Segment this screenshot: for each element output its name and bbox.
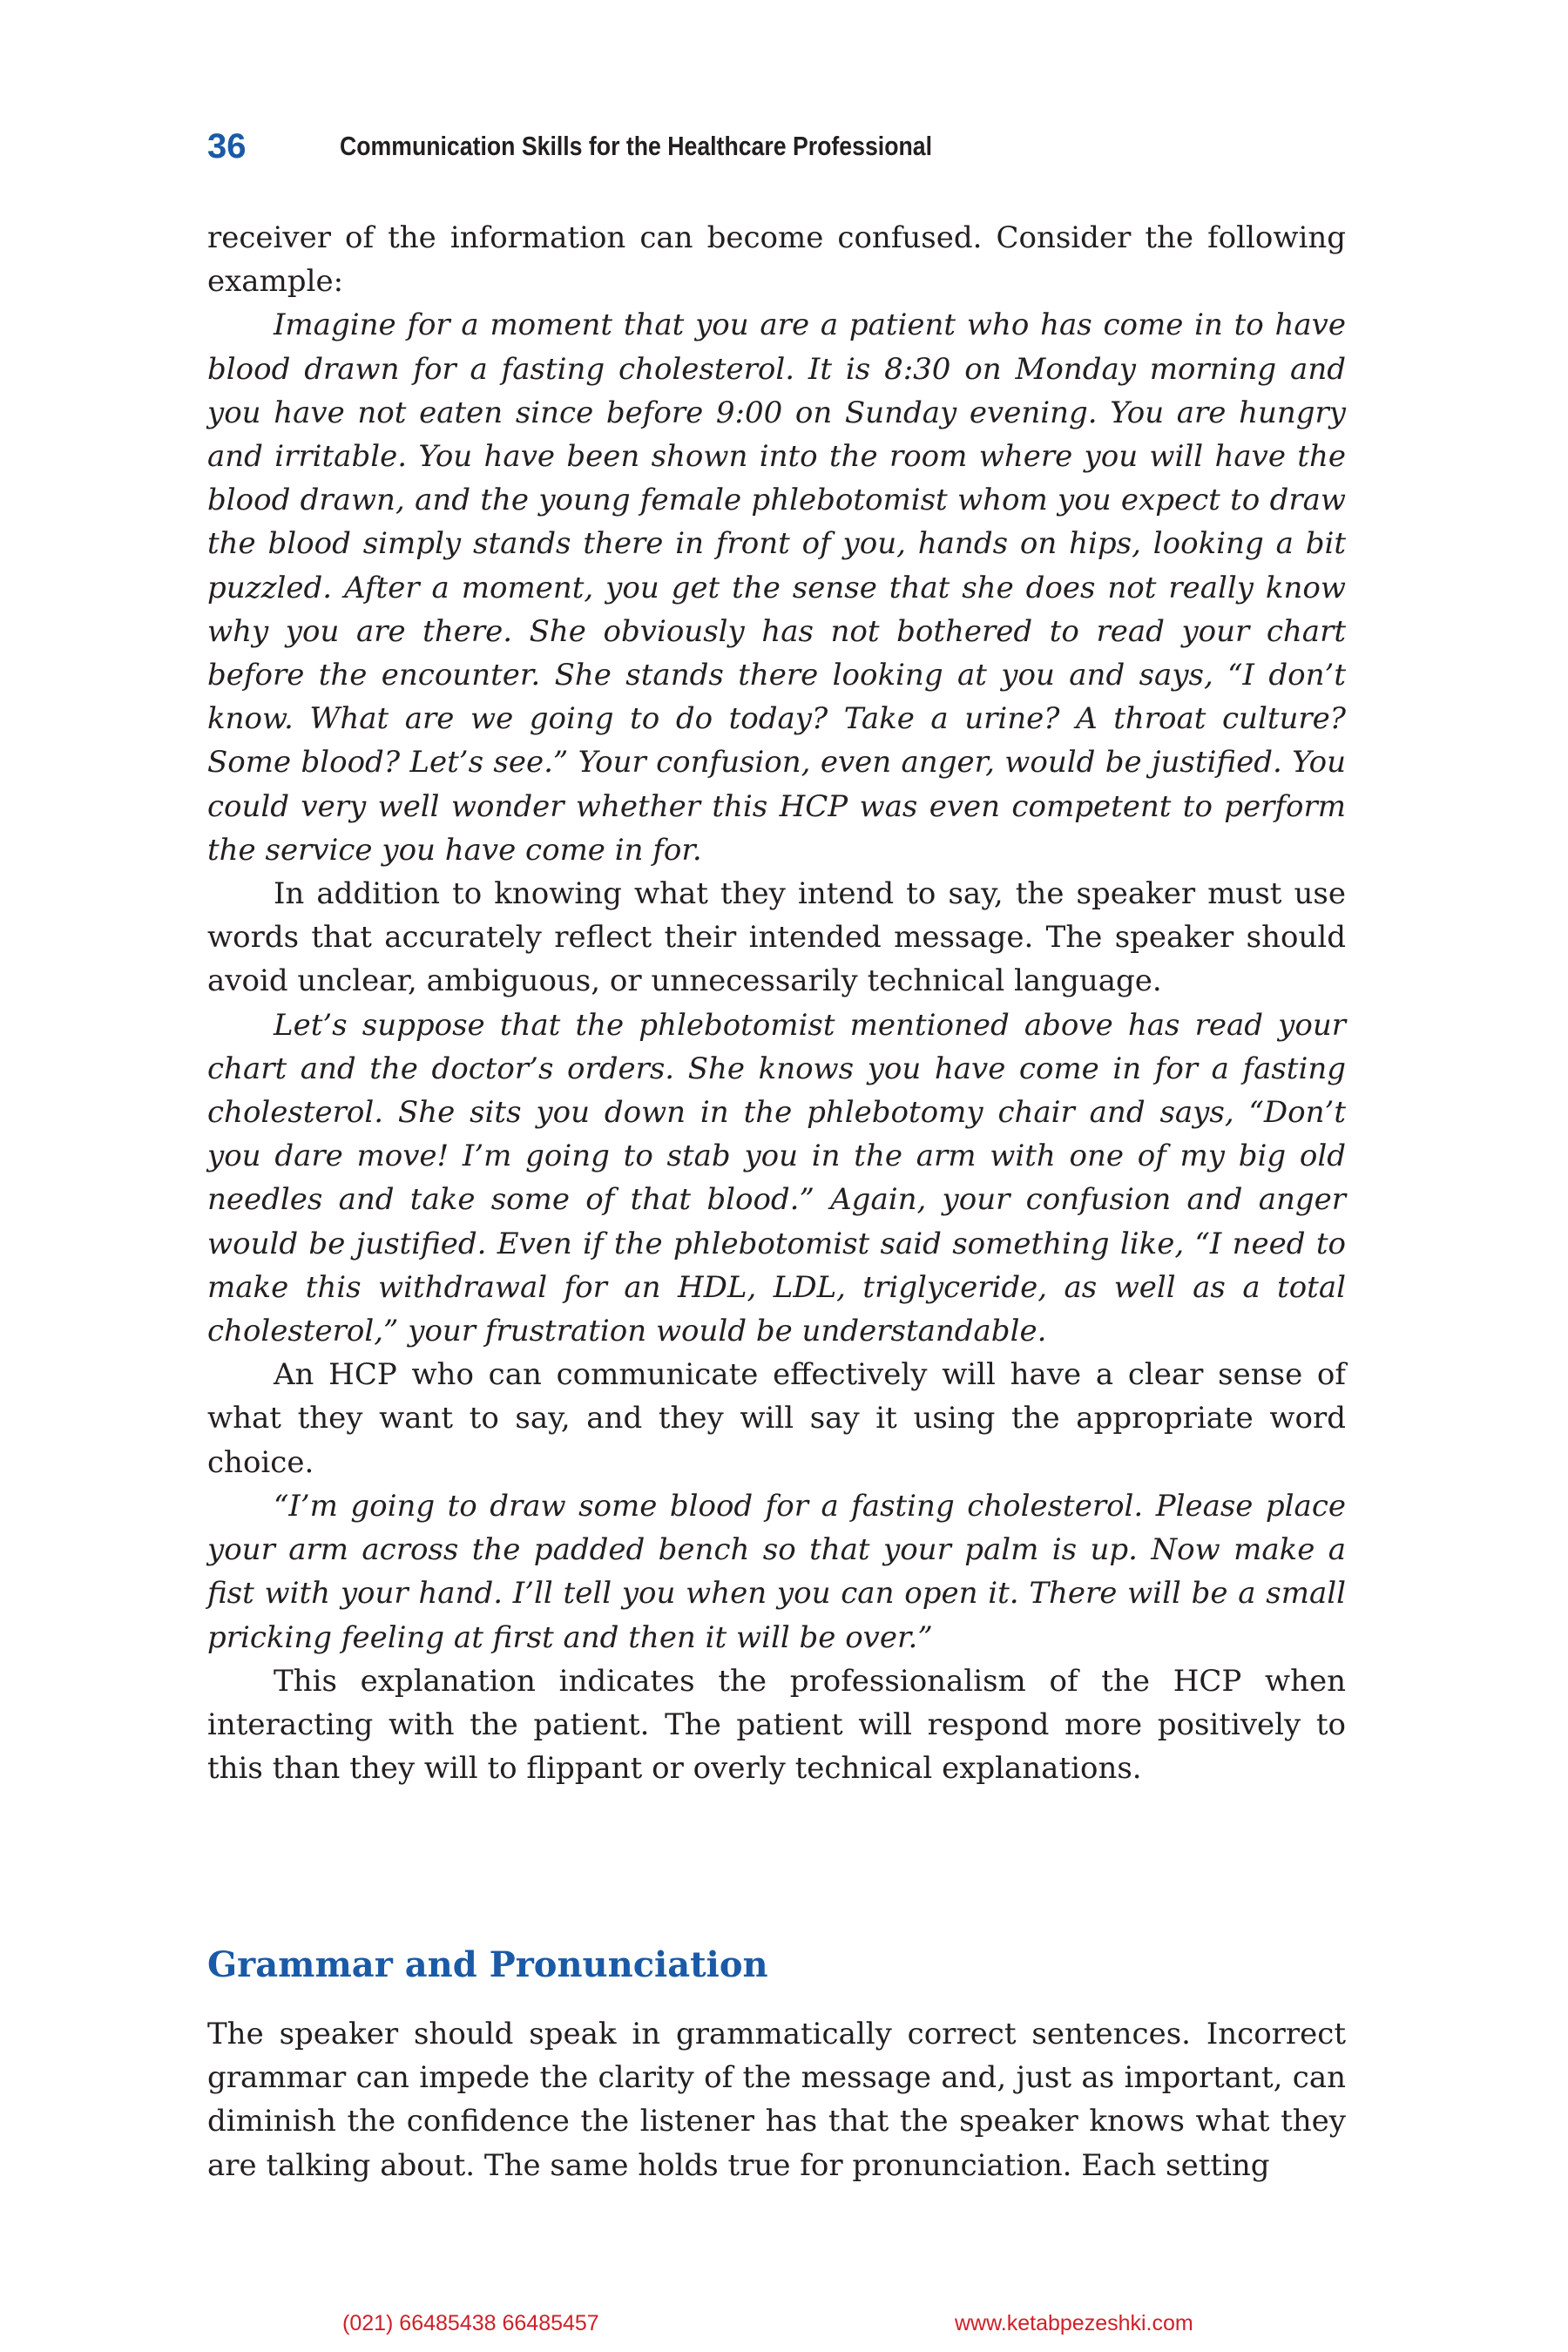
paragraph-effective-hcp: An HCP who can communicate effectively will have a clear sense of what they want to say, and they will say it using the appropriate word choice. (207, 1357, 1346, 1480)
example-paragraph-3: “I’m going to draw some blood for a fasting cholesterol. Please place your arm across the padded bench so that your palm is up. Now make a fist with your hand. I’ll tell you when you can open it. There will be a small pricking feeling at first and then it will be over.” (207, 1488, 1346, 1655)
footer-phone: (021) 66485438 66485457 (342, 2311, 599, 2335)
paragraph-word-choice: In addition to knowing what they intend to say, the speaker must use words that accurately reflect their intended message. The speaker should avoid unclear, ambiguous, or unnecessarily technical language. (207, 876, 1346, 999)
page-number: 36 (207, 127, 247, 166)
section-heading: Grammar and Pronunciation (207, 1944, 768, 1985)
paragraph-professionalism: This explanation indicates the professionalism of the HCP when interacting with the patient. The patient will respond more positively to this than they will to flippant or overly technical explanations. (207, 1663, 1346, 1787)
paragraph-continuation: receiver of the information can become confused. Consider the following example: (207, 220, 1346, 300)
section-body (207, 2012, 1346, 2187)
example-paragraph-2: Let’s suppose that the phlebotomist mentioned above has read your chart and the doctor’s orders. She knows you have come in for a fasting cholesterol. She sits you down in the phlebotomy chair and says, “Don’t you dare move! I’m going to stab you in the arm with one of my big old needles and take some of that blood.” Again, your confusion and anger would be justified. Even if the phlebotomist said something like, “I need to make this withdrawal for an HDL, LDL, triglyceride, as well as a total cholesterol,” your frustration would be understandable. (207, 1007, 1346, 1349)
running-title: Communication Skills for the Healthcare Professional (340, 131, 933, 161)
example-paragraph-1: Imagine for a moment that you are a patient who has come in to have blood drawn for a fasting cholesterol. It is 8:30 on Monday morning and you have not eaten since before 9:00 on Sunday evening. You are hungry and irritable. You have been shown into the room where you will have the blood drawn, and the young female phlebotomist whom you expect to draw the blood simply stands there in front of you, hands on hips, looking a bit puzzled. After a moment, you get the sense that she does not really know why you are there. She obviously has not bothered to read your chart before the encounter. She stands there looking at you and says, “I don’t know. What are we going to do today? Take a urine? A throat culture? Some blood? Let’s see.” Your confusion, even anger, would be justified. You could very well wonder whether this HCP was even competent to perform the service you have come in for. (207, 308, 1346, 868)
footer-url[interactable]: www.ketabpezeshki.com (955, 2311, 1193, 2335)
section-paragraph: The speaker should speak in grammatically correct sentences. Incorrect grammar can impede the clarity of the message and, just as important, can diminish the confidence the listener has that the speaker knows what they are talking about. The same holds true for pronunciation. Each setting (207, 2017, 1346, 2183)
page-footer (0, 2311, 1568, 2341)
body-text (207, 216, 1346, 1790)
